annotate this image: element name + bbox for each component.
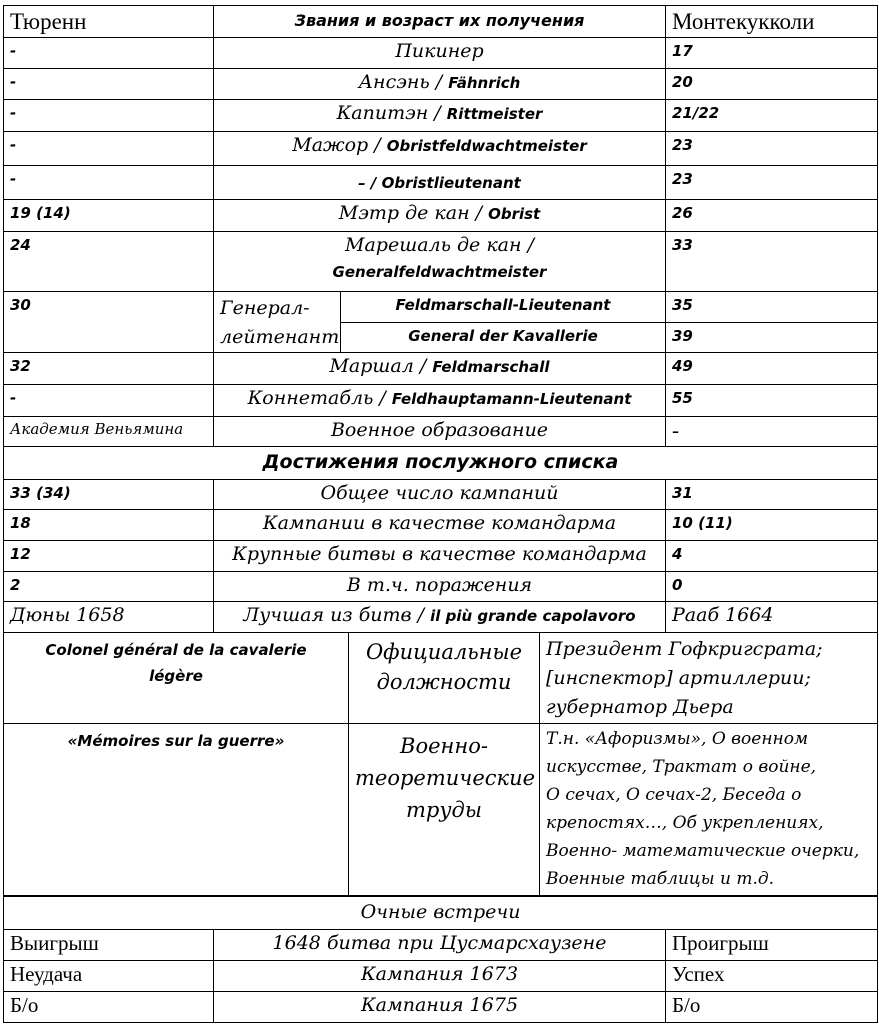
positions-middle-line2: должности (376, 670, 512, 694)
rank-german: Obristlieutenant (381, 174, 521, 192)
ranks-table (3, 5, 878, 633)
achievement-row (4, 510, 878, 541)
rank-left: - (4, 385, 214, 417)
achievement-left: 33 (34) (4, 480, 214, 510)
achievement-middle: Крупные битвы в качестве командарма (214, 541, 666, 572)
positions-left-line1: Colonel général de la cavalerie (45, 641, 307, 659)
rank-row (4, 200, 878, 232)
best-battle-middle (214, 602, 666, 633)
achievement-middle: В т.ч. поражения (214, 572, 666, 602)
rank-left: 19 (14) (4, 200, 214, 232)
rank-text: Ансэнь / (358, 71, 449, 93)
rank-row (4, 385, 878, 417)
rank-text: Маршал / (329, 355, 433, 377)
rank-row (4, 132, 878, 166)
positions-right-line3: губернатор Дьера (546, 696, 734, 718)
rank-german: Generalfeldwachtmeister (332, 263, 547, 281)
meeting-right: Успех (666, 961, 878, 992)
works-right (540, 724, 878, 896)
meeting-row (4, 930, 878, 961)
best-battle-italian: il più grande capolavoro (430, 607, 636, 625)
achievement-row (4, 572, 878, 602)
works-row (4, 724, 878, 896)
works-middle-line3: труды (406, 798, 482, 822)
meetings-table (3, 896, 878, 1023)
rank-right: 21/22 (666, 100, 878, 132)
positions-middle-line1: Официальные (365, 640, 523, 664)
education-right: - (666, 417, 878, 447)
rank-name (214, 232, 666, 292)
rank-right: 23 (666, 166, 878, 200)
works-line: Военные таблицы и т.д. (546, 869, 775, 889)
general-rank-line2: лейтенант (220, 326, 340, 348)
positions-right-line1: Президент Гофкригсрата; (546, 638, 823, 660)
achievements-title-row (4, 447, 878, 480)
education-row (4, 417, 878, 447)
rank-name (214, 38, 666, 69)
positions-middle (349, 633, 540, 724)
rank-left: - (4, 132, 214, 166)
rank-text: Марешаль де кан / (345, 234, 534, 256)
positions-table (3, 632, 878, 896)
general-sub1-right: 35 (666, 292, 878, 323)
works-line: искусстве, Трактат о войне, (546, 757, 817, 777)
rank-row (4, 353, 878, 385)
meeting-middle: Кампания 1675 (214, 992, 666, 1023)
rank-left: - (4, 38, 214, 69)
best-battle-right: Рааб 1664 (666, 602, 878, 633)
positions-left-line2: légère (149, 667, 203, 685)
achievements-title: Достижения послужного списка (4, 447, 878, 480)
general-rank-line1: Генерал- (220, 297, 310, 319)
rank-german: Obrist (488, 205, 541, 223)
rank-german: Feldhauptamann-Lieutenant (391, 390, 632, 408)
rank-name (214, 69, 666, 100)
rank-text: Мэтр де кан / (338, 202, 489, 224)
works-middle-line1: Военно- (400, 734, 488, 758)
meeting-middle: 1648 битва при Цусмарсхаузене (214, 930, 666, 961)
achievement-middle: Общее число кампаний (214, 480, 666, 510)
meetings-title-row (4, 897, 878, 930)
rank-german: Rittmeister (446, 105, 543, 123)
achievement-right: 0 (666, 572, 878, 602)
general-sub1: Feldmarschall-Lieutenant (341, 292, 666, 323)
rank-left: - (4, 69, 214, 100)
general-left: 30 (4, 292, 214, 353)
achievement-right: 4 (666, 541, 878, 572)
header-right: Монтекукколи (666, 6, 878, 38)
best-battle-label: Лучшая из битв / (243, 604, 431, 626)
meeting-right: Б/о (666, 992, 878, 1023)
rank-left: - (4, 166, 214, 200)
rank-row (4, 232, 878, 292)
rank-text: Капитэн / (336, 102, 447, 124)
general-sub2: General der Kavallerie (341, 322, 666, 353)
meeting-right: Проигрыш (666, 930, 878, 961)
positions-row (4, 633, 878, 724)
rank-name (214, 166, 666, 200)
achievement-left: 12 (4, 541, 214, 572)
meeting-middle: Кампания 1673 (214, 961, 666, 992)
rank-left: - (4, 100, 214, 132)
best-battle-row (4, 602, 878, 633)
meeting-left: Неудача (4, 961, 214, 992)
rank-right: 26 (666, 200, 878, 232)
rank-right: 17 (666, 38, 878, 69)
education-left: Академия Веньямина (4, 417, 214, 447)
works-left: «Mémoires sur la guerre» (4, 724, 349, 896)
positions-right (540, 633, 878, 724)
general-rank (214, 292, 341, 353)
achievement-right: 10 (11) (666, 510, 878, 541)
rank-german: Feldmarschall (432, 358, 550, 376)
rank-name (214, 353, 666, 385)
rank-text: – / (358, 174, 382, 192)
rank-right: 33 (666, 232, 878, 292)
achievement-middle: Кампании в качестве командарма (214, 510, 666, 541)
rank-left: 32 (4, 353, 214, 385)
rank-right: 49 (666, 353, 878, 385)
general-sub2-right: 39 (666, 322, 878, 353)
rank-name (214, 100, 666, 132)
works-line: О сечах, О сечах-2, Беседа о (546, 785, 802, 805)
positions-right-line2: [инспектор] артиллерии; (546, 667, 811, 689)
rank-right: 23 (666, 132, 878, 166)
rank-text: Мажор / (292, 134, 387, 156)
header-middle: Звания и возраст их получения (214, 6, 666, 38)
meeting-row (4, 961, 878, 992)
rank-german: Fähnrich (448, 74, 521, 92)
achievement-right: 31 (666, 480, 878, 510)
rank-name (214, 200, 666, 232)
rank-name (214, 385, 666, 417)
achievement-left: 18 (4, 510, 214, 541)
rank-row (4, 38, 878, 69)
rank-left: 24 (4, 232, 214, 292)
header-row (4, 6, 878, 38)
meeting-left: Выигрыш (4, 930, 214, 961)
rank-name (214, 132, 666, 166)
rank-row (4, 69, 878, 100)
positions-left (4, 633, 349, 724)
meeting-row (4, 992, 878, 1023)
works-line: Т.н. «Афоризмы», О военном (546, 729, 809, 749)
achievement-row (4, 480, 878, 510)
general-row (4, 292, 878, 323)
achievement-left: 2 (4, 572, 214, 602)
header-left: Тюренн (4, 6, 214, 38)
achievement-row (4, 541, 878, 572)
education-middle: Военное образование (214, 417, 666, 447)
rank-row (4, 100, 878, 132)
works-line: крепостях…, Об укреплениях, (546, 813, 824, 833)
rank-right: 20 (666, 69, 878, 100)
rank-right: 55 (666, 385, 878, 417)
works-middle (349, 724, 540, 896)
best-battle-left: Дюны 1658 (4, 602, 214, 633)
rank-german: Obristfeldwachtmeister (386, 137, 587, 155)
works-middle-line2: теоретические (355, 766, 536, 790)
meeting-left: Б/о (4, 992, 214, 1023)
rank-text: Коннетабль / (247, 387, 392, 409)
works-line: Военно- математические очерки, (546, 841, 860, 861)
rank-row (4, 166, 878, 200)
meetings-title: Очные встречи (4, 897, 878, 930)
rank-text: Пикинер (395, 40, 484, 62)
